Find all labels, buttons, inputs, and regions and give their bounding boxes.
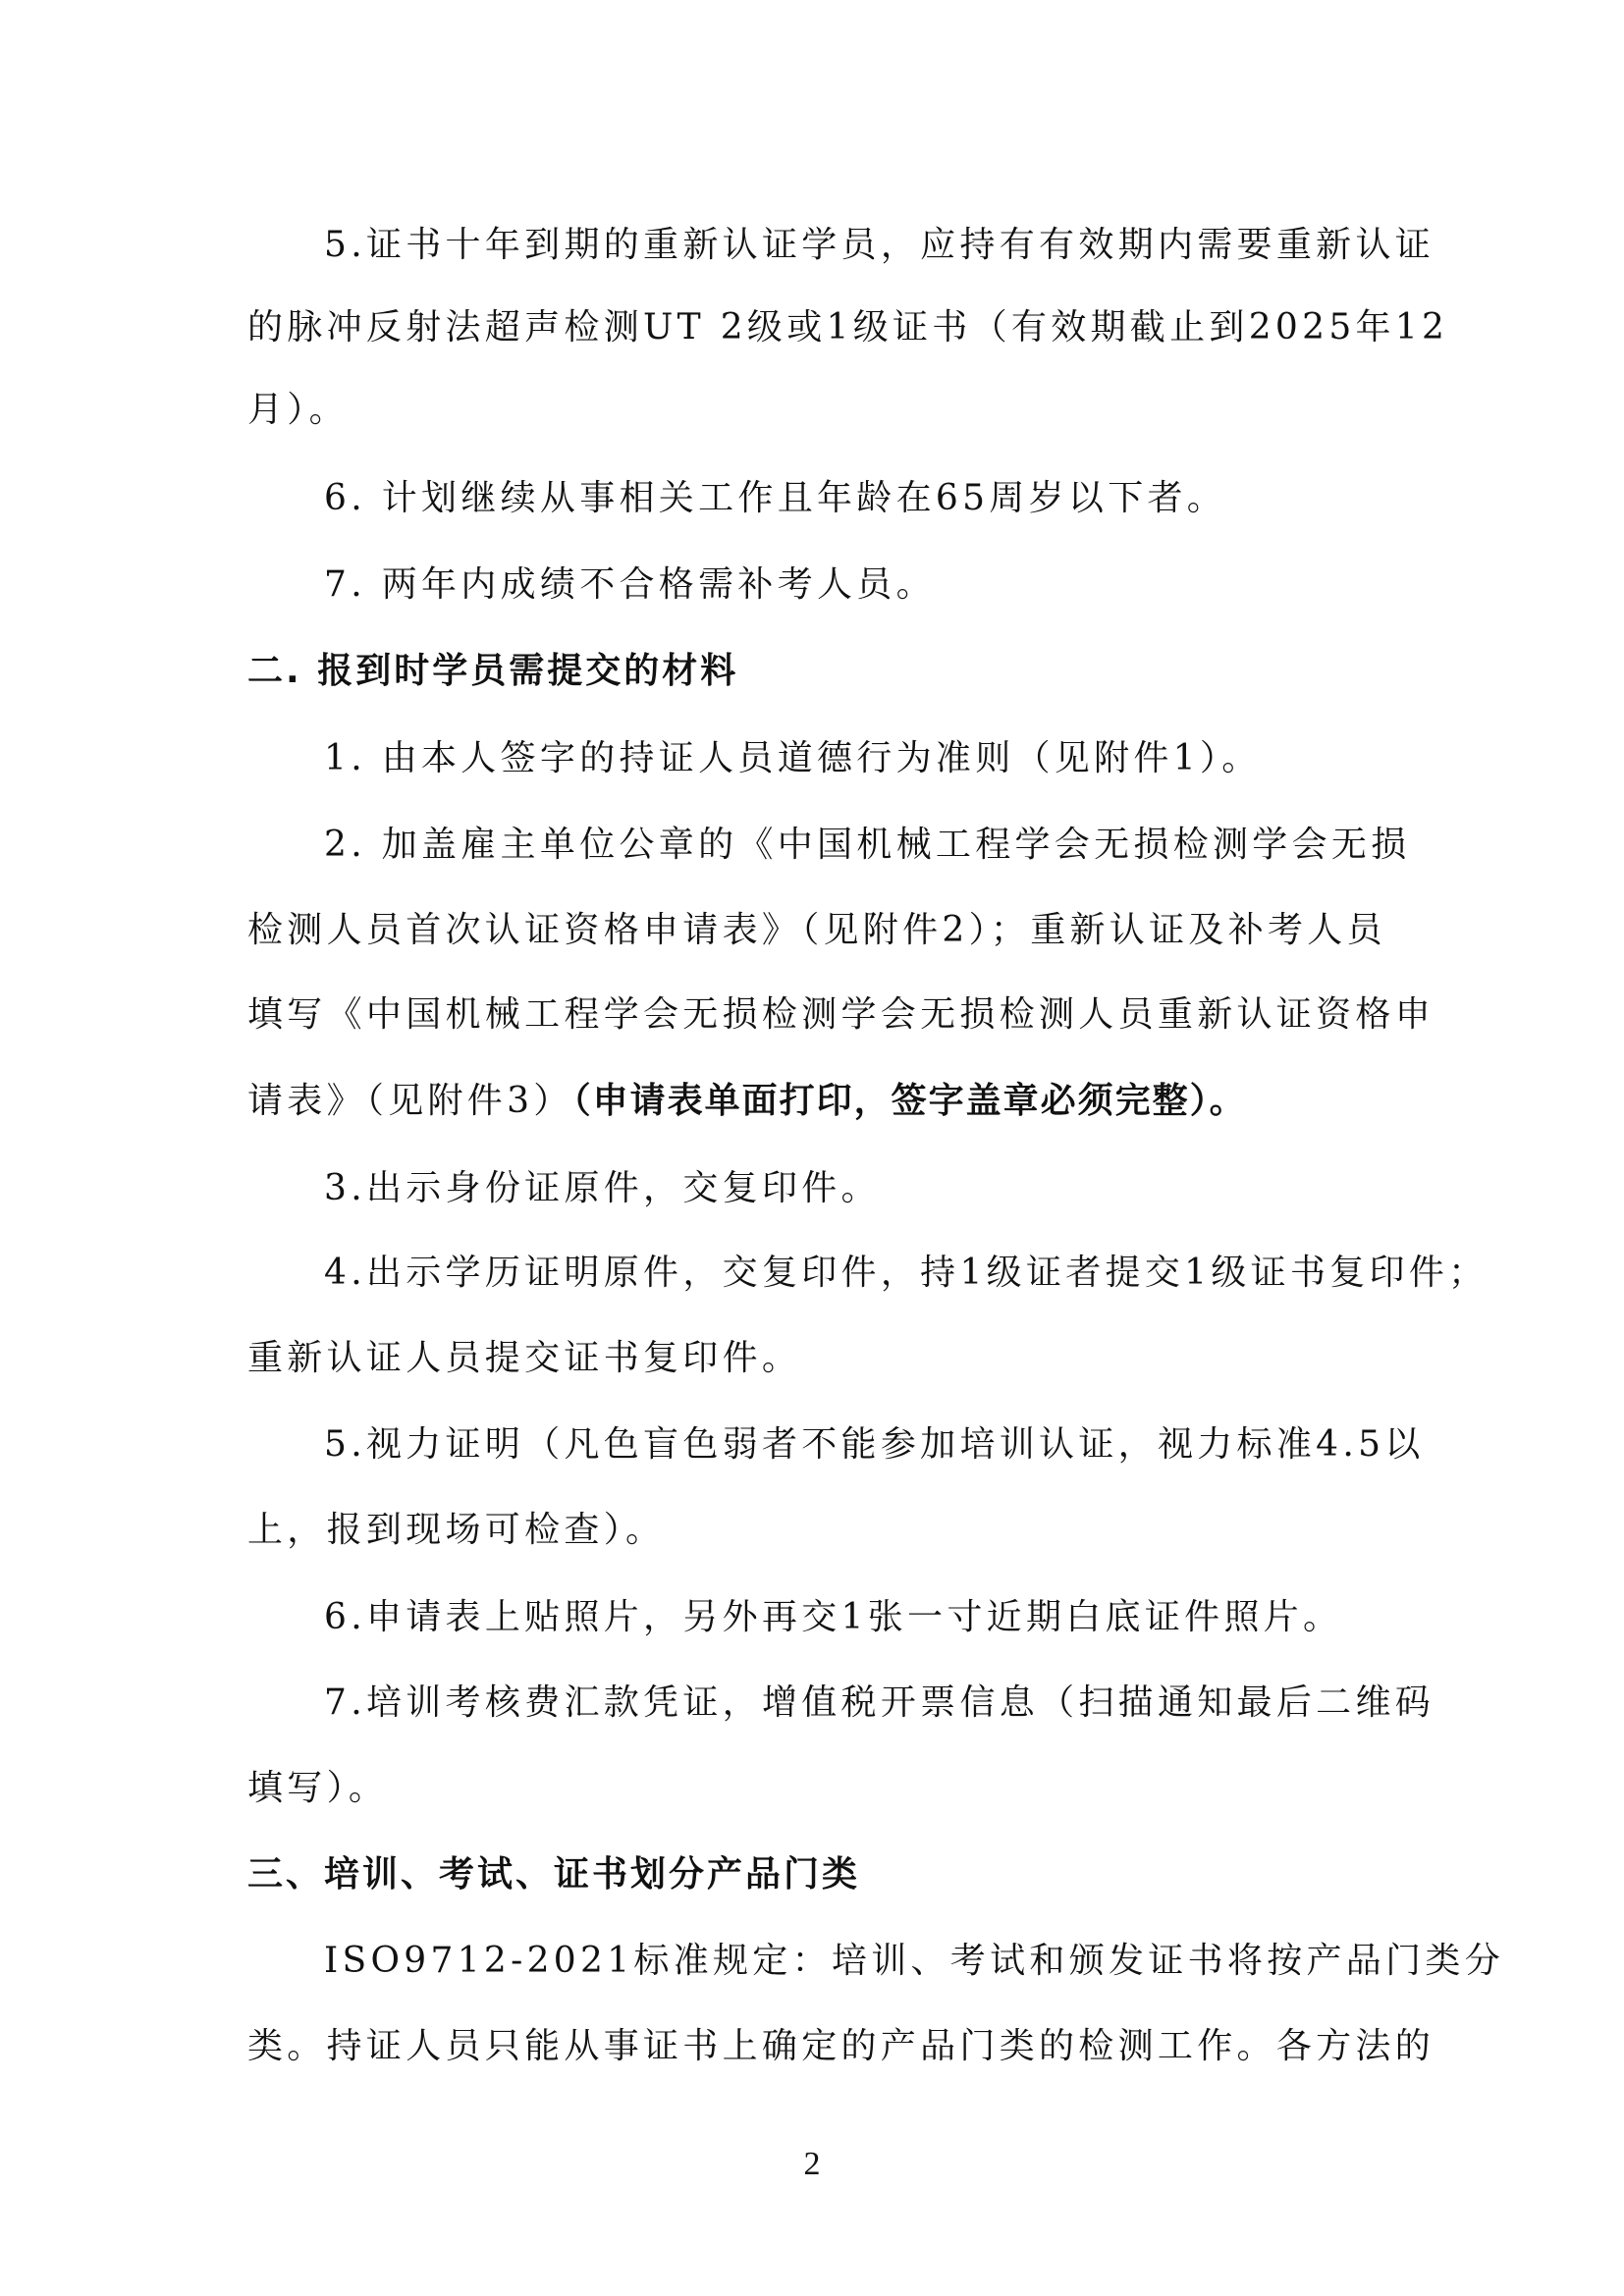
paragraph-line: 7. 两年内成绩不合格需补考人员。 [324,564,936,605]
paragraph-line: 6.申请表上贴照片，另外再交1张一寸近期白底证件照片。 [324,1597,1343,1637]
paragraph-line: 检测人员首次认证资格申请表》（见附件2）；重新认证及补考人员 [247,910,1386,950]
section-heading: 三、培训、考试、证书划分产品门类 [247,1854,861,1895]
paragraph-line: 重新认证人员提交证书复印件。 [247,1338,802,1378]
line-text: 请表》（见附件3） [247,1081,573,1121]
paragraph-line: 1. 由本人签字的持证人员道德行为准则（见附件1）。 [324,738,1262,778]
paragraph-line: 3.出示身份证原件，交复印件。 [324,1168,881,1208]
paragraph-line: 5.证书十年到期的重新认证学员，应持有有效期内需要重新认证 [324,225,1435,265]
page-number: 2 [803,2146,821,2182]
section-heading: 二. 报到时学员需提交的材料 [247,651,739,691]
paragraph-line: 填写《中国机械工程学会无损检测学会无损检测人员重新认证资格申 [247,994,1435,1035]
paragraph-line: 6. 计划继续从事相关工作且年龄在65周岁以下者。 [324,478,1227,518]
paragraph-line: 2. 加盖雇主单位公章的《中国机械工程学会无损检测学会无损 [324,825,1411,865]
paragraph-line: 填写）。 [247,1768,389,1808]
paragraph-line: 5.视力证明（凡色盲色弱者不能参加培训认证，视力标准4.5以 [324,1424,1425,1465]
paragraph-line: 类。持证人员只能从事证书上确定的产品门类的检测工作。各方法的 [247,2026,1435,2066]
paragraph-line: 月）。 [247,390,349,430]
emphasis-text: （申请表单面打印，签字盖章必须完整）。 [572,1081,1247,1121]
paragraph-line: 4.出示学历证明原件，交复印件，持1级证者提交1级证书复印件； [324,1253,1489,1293]
paragraph-line: 的脉冲反射法超声检测UT 2级或1级证书（有效期截止到2025年12 [247,307,1449,347]
paragraph-line: 7.培训考核费汇款凭证，增值税开票信息（扫描通知最后二维码 [324,1682,1435,1723]
paragraph-line [247,1080,1386,1123]
paragraph-line: 上，报到现场可检查）。 [247,1510,666,1550]
paragraph-line: ISO9712-2021标准规定：培训、考试和颁发证书将按产品门类分 [324,1941,1504,1981]
